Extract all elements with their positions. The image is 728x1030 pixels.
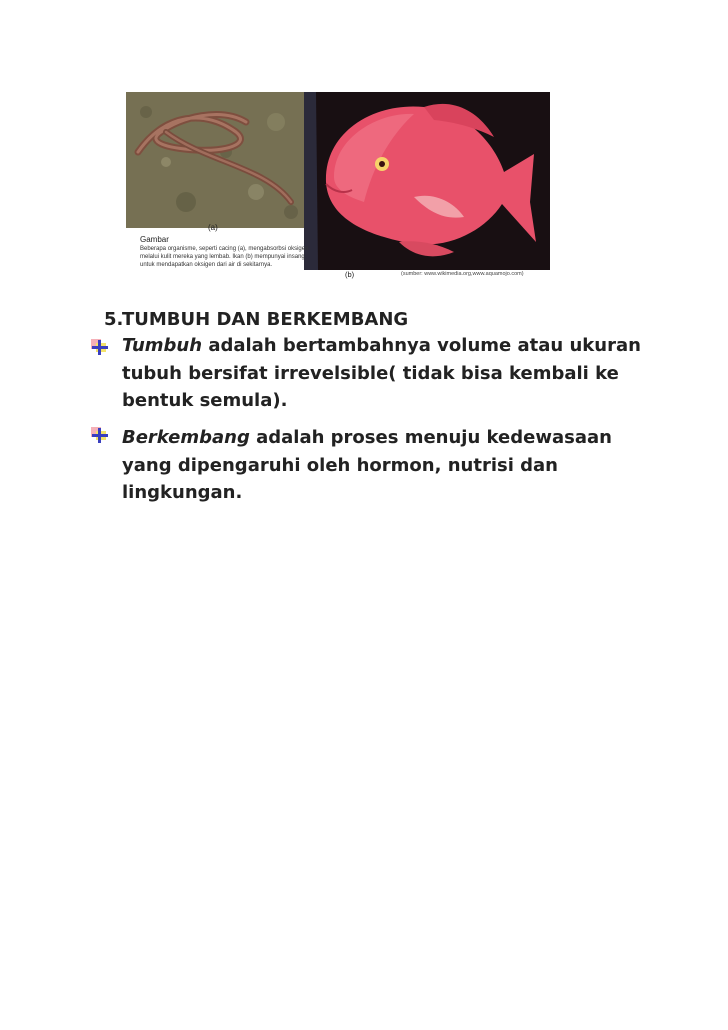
figure: [126, 92, 550, 284]
fish-image: [304, 92, 550, 270]
figure-caption-title: Gambar: [140, 235, 169, 244]
list-item-tumbuh: [122, 332, 642, 415]
list-item-berkembang: [122, 424, 642, 507]
figure-label-b: (b): [345, 270, 355, 279]
figure-source: (sumber: www.wikimedia.org,www.aquamojo.com): [401, 271, 524, 277]
figure-label-a: (a): [208, 223, 218, 232]
fish-illustration: [304, 92, 550, 270]
figure-caption-text: Beberapa organisme, seperti cacing (a), mengabsorbsi oksigen melalui kulit mereka yang lembab. Ikan (b) mempunyai insang untuk mendapatkan oksigen dari air di sekitarnya.: [140, 246, 309, 268]
section-title: TUMBUH DAN BERKEMBANG: [122, 309, 409, 330]
section-heading: [104, 309, 408, 330]
colored-square-bullet-icon: [88, 337, 110, 357]
definition-berkembang: adalah proses menuju kedewasaan yang dipengaruhi oleh hormon, nutrisi dan lingkungan.: [122, 427, 612, 503]
section-number: 5.: [104, 309, 124, 330]
term-berkembang: Berkembang: [122, 427, 250, 448]
earthworm-illustration: [126, 92, 304, 228]
term-tumbuh: Tumbuh: [122, 335, 203, 356]
definition-tumbuh: adalah bertambahnya volume atau ukuran tubuh bersifat irrevelsible( tidak bisa kembali ke bentuk semula).: [122, 335, 641, 411]
colored-square-bullet-icon: [88, 425, 110, 445]
earthworm-image: [126, 92, 304, 228]
